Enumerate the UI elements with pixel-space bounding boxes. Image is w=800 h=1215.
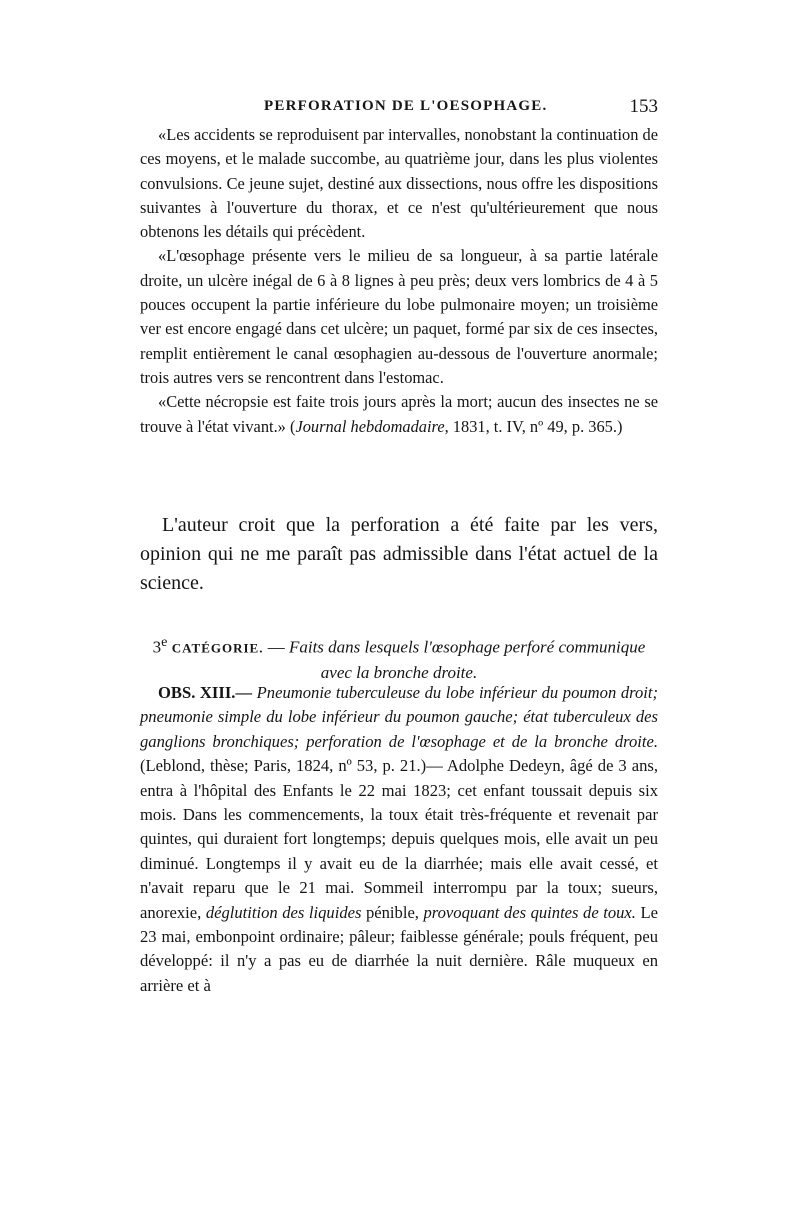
author-commentary: L'auteur croit que la perforation a été faite par les vers, opinion qui ne me paraît pas admissible dans l'état actuel de la science. (140, 514, 658, 594)
observation-paragraph (140, 681, 658, 998)
category-number: 3 (152, 637, 162, 657)
running-head (140, 96, 658, 122)
running-title: PERFORATION DE L'OESOPHAGE. (264, 98, 548, 114)
observation-end: Le 23 mai, embonpoint ordinaire; pâleur; faiblesse générale; pouls fréquent, peu développé: il n'y a pas eu de diarrhée la nuit dernière. Râle muqueux en arrière et à (140, 902, 658, 995)
page-number: 153 (629, 96, 658, 117)
observation-italic-3: provoquant des quintes de toux. (423, 902, 636, 922)
category-title: Faits dans lesquels l'œsophage perforé communique avec la bronche droite. (288, 637, 646, 682)
quote-paragraph-3-end: , 1831, t. IV, nº 49, p. 365.) (444, 416, 623, 436)
observation-mid: pénible, (361, 902, 424, 922)
observation-label: OBS. XIII.— (158, 683, 253, 702)
quote-paragraph-3-start: «Cette nécropsie est faite trois jours après la mort; aucun des insectes ne se trouve à l'état vivant.» ( (140, 392, 658, 436)
quote-paragraph-1: «Les accidents se reproduisent par intervalles, nonobstant la continuation de ces moyens, et le malade succombe, au quatrième jour, dans les plus violentes convulsions. Ce jeune sujet, destiné aux dissections, nous offre les dispositions suivantes à l'ouverture du thorax, et ce n'est qu'ultérieurement que nous obtenons les détails qui précèdent. (140, 125, 658, 242)
quote-paragraph-2: «L'œsophage présente vers le milieu de sa longueur, à sa partie latérale droite, un ulcère inégal de 6 à 8 lignes à peu près; deux vers lombrics de 4 à 5 pouces occupent la partie inférieure du lobe pulmonaire moyen; un troisième ver est encore engagé dans cet ulcère; un paquet, formé par six de ces insectes, remplit entièrement le canal œsophagien au-dessous de l'ouverture anormale; trois autres vers se rencontrent dans l'estomac. (140, 246, 658, 387)
quoted-case-text (140, 123, 658, 439)
observation-italic-2: déglutition des liquides (205, 902, 362, 922)
quote-paragraph-3 (140, 390, 658, 439)
journal-title: Journal hebdomadaire (295, 416, 445, 436)
category-heading (140, 630, 658, 685)
category-label: CATÉGORIE. (171, 640, 264, 656)
category-dash: — (263, 637, 289, 657)
category-superscript: e (161, 634, 168, 650)
observation-xiii (140, 681, 658, 998)
observation-italic-title: Pneumonie tuberculeuse du lobe inférieur du poumon droit; pneumonie simple du lobe inférieur du poumon gauche; état tuberculeux des ganglions bronchiques; perforation de l'œsophage et de la bronche droite. (140, 683, 658, 751)
observation-reference: (Leblond, thèse; Paris, 1824, nº 53, p. 21.)— Adolphe Dedeyn, âgé de 3 ans, entra à l'hôpital des Enfants le 22 mai 1823; cet enfant toussait depuis six mois. Dans les commencements, la toux était très-fréquente et revenait par quintes, qui duraient fort longtemps; depuis quelques mois, elle avait un peu diminué. Longtemps il y avait eu de la diarrhée; mais elle avait cessé, et n'avait reparu que le 21 mai. Sommeil interrompu par la toux; sueurs, anorexie, (140, 756, 658, 922)
